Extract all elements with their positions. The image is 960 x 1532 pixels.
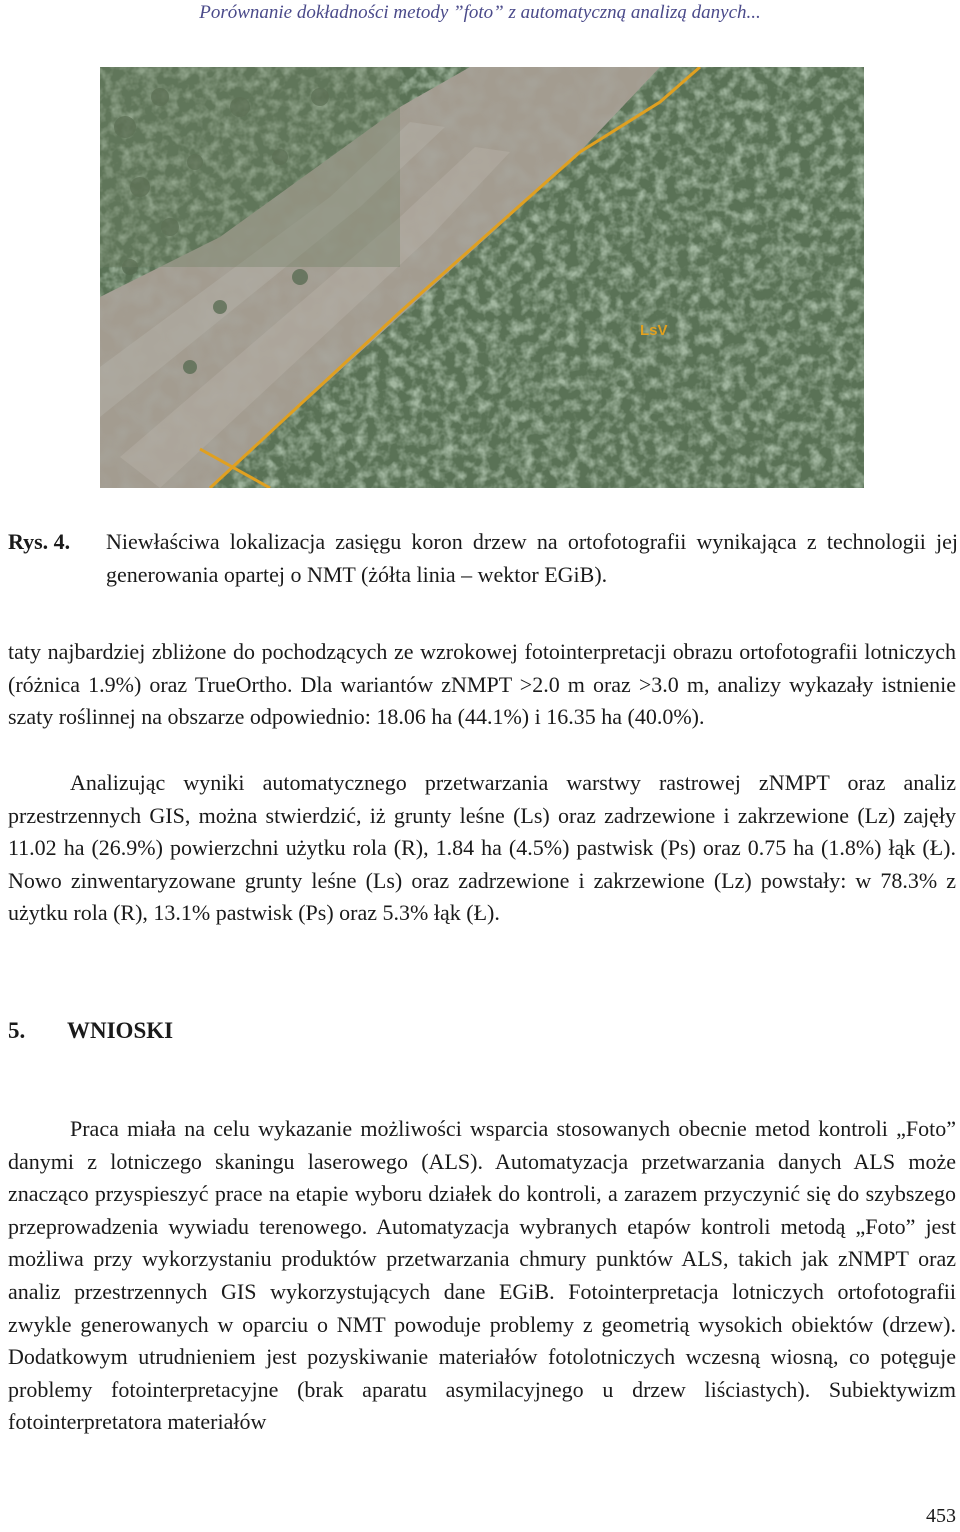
section-heading	[8, 1018, 173, 1044]
caption-label: Rys. 4.	[8, 529, 71, 554]
figure-caption	[8, 525, 958, 591]
running-header: Porównanie dokładności metody ”foto” z automatyczną analizą danych...	[199, 2, 761, 23]
section-title: WNIOSKI	[67, 1018, 174, 1043]
page-number: 453	[926, 1505, 956, 1527]
paragraph-1: taty najbardziej zbliżone do pochodzących ze wzrokowej fotointerpretacji obrazu ortofotografii lotniczych (różnica 1.9%) oraz TrueOrtho. Dla wariantów zNMPT >2.0 m oraz >3.0 m, analizy wykazały istnienie szaty roślinnej na obszarze odpowiednio: 18.06 ha (44.1%) i 16.35 ha (40.0%).	[8, 639, 956, 730]
parcel-label: LsV	[640, 322, 668, 339]
section-number: 5.	[8, 1018, 26, 1043]
orthophoto-figure	[100, 67, 864, 488]
orthophoto-image	[100, 67, 864, 488]
paragraph-2: Analizując wyniki automatycznego przetwarzania warstwy rastrowej zNMPT oraz analiz przestrzennych GIS, można stwierdzić, iż grunty leśne (Ls) oraz zadrzewione i zakrzewione (Lz) zajęły 11.02 ha (26.9%) powierzchni użytku rola (R), 1.84 ha (4.5%) pastwisk (Ps) oraz 0.75 ha (1.8%) łąk (Ł). Nowo zinwentaryzowane grunty leśne (Ls) oraz zadrzewione i zakrzewione (Lz) powstały: w 78.3% z użytku rola (R), 13.1% pastwisk (Ps) oraz 5.3% łąk (Ł).	[8, 770, 956, 926]
paragraph-3: Praca miała na celu wykazanie możliwości wsparcia stosowanych obecnie metod kontroli „Foto” danymi z lotniczego skaningu laserowego (ALS). Automatyzacja przetwarzania danych ALS może znacząco przyspieszyć prace na etapie wyboru działek do kontroli, a zarazem przyczynić się do szybszego przeprowadzenia wywiadu terenowego. Automatyzacja wybranych etapów kontroli metodą „Foto” jest możliwa przy wykorzystaniu produktów przetwarzania chmury punktów ALS, takich jak zNMPT oraz analiz przestrzennych GIS wykorzystujących dane EGiB. Fotointerpretacja lotniczych ortofotografii zwykle generowanych w oparciu o NMT powoduje problemy z geometrią wysokich obiektów (drzew). Dodatkowym utrudnieniem jest pozyskiwanie materiałów fotolotniczych wczesną wiosną, co potęguje problemy fotointerpretacyjne (brak aparatu asymilacyjnego u drzew liściastych). Subiektywizm fotointerpretatora materiałów	[8, 1116, 956, 1435]
caption-text: Niewłaściwa lokalizacja zasięgu koron drzew na ortofotografii wynikająca z technologii jej generowania opartej o NMT (żółta linia – wektor EGiB).	[106, 529, 958, 587]
